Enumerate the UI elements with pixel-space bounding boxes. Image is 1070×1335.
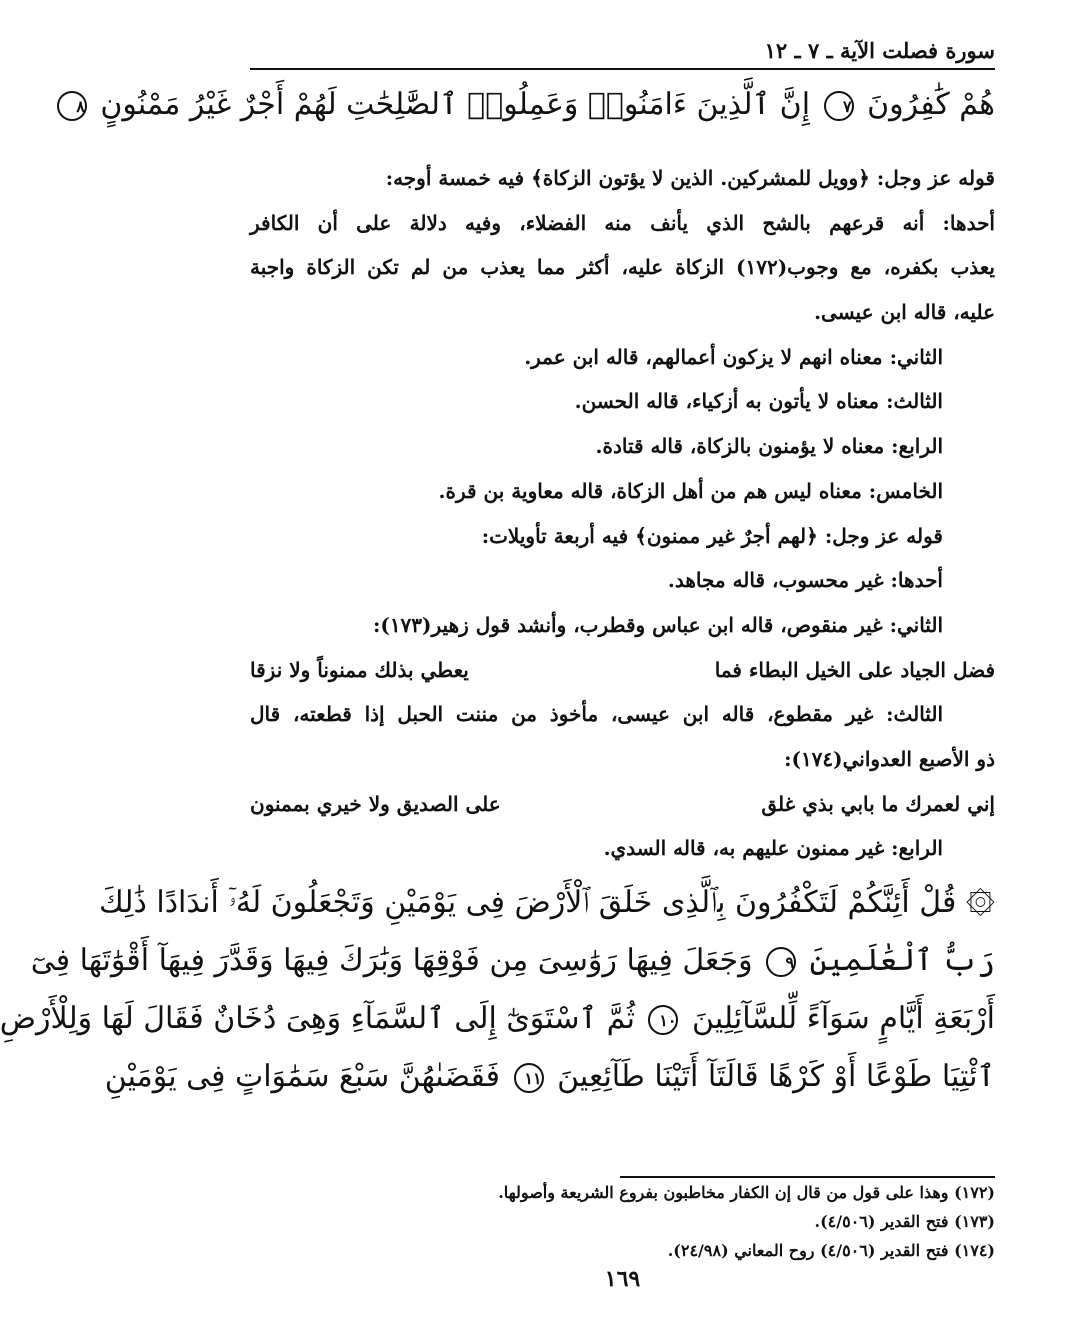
header-rule — [250, 68, 995, 70]
page-number: ١٦٩ — [604, 1266, 641, 1292]
footnotes — [250, 1178, 995, 1265]
footnote: (١٧٣) فتح القدير (٤/٥٠٦). — [814, 1212, 995, 1231]
commentary-line: الثالث: غير مقطوع، قاله ابن عيسى، مأخوذ من مننت الحبل إذا قطعته، قال — [250, 702, 943, 727]
verse-text: فَقَضَىٰهُنَّ سَبْعَ سَمَٰوَاتٍ فِى يَوْمَيْنِ — [104, 1059, 500, 1094]
verse-text: أَرْبَعَةِ أَيَّامٍ سَوَآءً لِّلسَّآئِلِينَ — [692, 1001, 995, 1036]
commentary-line: الرابع: معناه لا يؤمنون بالزكاة، قاله قتادة. — [595, 434, 943, 459]
commentary-line: أحدها: غير محسوب، قاله مجاهد. — [667, 568, 943, 593]
poem-hemistich-left: يعطي بذلك ممنوناً ولا نزقا — [250, 657, 469, 682]
verse-text: إِنَّ ٱلَّذِينَ ءَامَنُوا۟ وَعَمِلُوا۟ ٱلصَّٰلِحَٰتِ لَهُمْ أَجْرٌ غَيْرُ مَمْنُونٍ — [100, 87, 811, 122]
verse-text: رَبُّ ٱلْعَٰلَمِينَ — [809, 943, 995, 978]
commentary-line: الرابع: غير ممنون عليهم به، قاله السدي. — [603, 836, 943, 861]
running-head: سورة فصلت الآية ـ ٧ ـ ١٢ — [764, 38, 995, 63]
verse-line: ۞ قُلْ أَئِنَّكُمْ لَتَكْفُرُونَ بِٱلَّذِى خَلَقَ ٱلْأَرْضَ فِى يَوْمَيْنِ وَتَجْعَلُونَ لَهُۥٓ أَندَادًا ذَٰلِكَ — [99, 885, 995, 920]
quran-verse-bottom — [0, 874, 995, 1106]
poem-verse — [250, 782, 995, 827]
commentary-line: قوله عز وجل: ﴿لهم أجرٌ غير ممنون﴾ فيه أربعة تأويلات: — [481, 523, 943, 548]
verse-text: هُمْ كَٰفِرُونَ — [867, 87, 995, 122]
poem-hemistich-left: على الصديق ولا خيري بممنون — [250, 791, 501, 816]
commentary-line: الخامس: معناه ليس هم من أهل الزكاة، قاله معاوية بن قرة. — [438, 478, 943, 503]
page-header — [250, 36, 995, 68]
verse-line — [76, 76, 995, 134]
commentary-line: أحدها: أنه قرعهم بالشح الذي يأنف منه الفضلاء، وفيه دلالة على أن الكافر — [250, 210, 995, 235]
commentary-line: الثاني: غير منقوص، قاله ابن عباس وقطرب، وأنشد قول زهير(١٧٣): — [372, 612, 943, 637]
poem-hemistich-right: فضل الجياد على الخيل البطاء فما — [714, 657, 995, 682]
footnote: (١٧٢) وهذا على قول من قال إن الكفار مخاطبون بفروع الشريعة وأصولها. — [498, 1183, 995, 1202]
book-page — [0, 36, 995, 1306]
poem-verse — [250, 648, 995, 693]
verse-line — [0, 990, 995, 1048]
commentary-line: قوله عز وجل: ﴿وويل للمشركين. الذين لا يؤتون الزكاة﴾ فيه خمسة أوجه: — [385, 166, 995, 190]
commentary-line: ذو الأصبع العدواني(١٧٤): — [784, 746, 995, 771]
ayah-number-mark: ١١ — [514, 1063, 544, 1093]
commentary-line: يعذب بكفره، مع وجوب(١٧٢) الزكاة عليه، أكثر مما يعذب من لم تكن الزكاة واجبة — [250, 255, 995, 280]
footnote: (١٧٤) فتح القدير (٤/٥٠٦) روح المعاني (٢٤/٩٨). — [667, 1241, 995, 1260]
verse-text: ثُمَّ ٱسْتَوَىٰٓ إِلَى ٱلسَّمَآءِ وَهِىَ دُخَانٌ فَقَالَ لَهَا وَلِلْأَرْضِ — [0, 1001, 635, 1036]
ayah-number-mark: ٧ — [824, 91, 854, 121]
quran-verse-top — [76, 76, 995, 134]
commentary-line: الثالث: معناه لا يأتون به أزكياء، قاله الحسن. — [574, 389, 943, 414]
tafsir-commentary — [250, 156, 995, 871]
poem-hemistich-right: إني لعمرك ما بابي بذي غلق — [761, 791, 995, 816]
ayah-number-mark: ٩ — [766, 947, 796, 977]
commentary-line: الثاني: معناه انهم لا يزكون أعمالهم، قاله ابن عمر. — [524, 344, 943, 369]
verse-text: وَجَعَلَ فِيهَا رَوَٰسِىَ مِن فَوْقِهَا وَبَٰرَكَ فِيهَا وَقَدَّرَ فِيهَآ أَقْوَٰتَهَا فِىٓ — [30, 943, 753, 978]
ayah-number-mark: ١٠ — [648, 1005, 678, 1035]
verse-line — [30, 932, 995, 990]
verse-line — [104, 1048, 995, 1106]
verse-text: ٱئْتِيَا طَوْعًا أَوْ كَرْهًا قَالَتَآ أَتَيْنَا طَآئِعِينَ — [557, 1059, 995, 1094]
ayah-number-mark: ٨ — [57, 91, 87, 121]
commentary-line: عليه، قاله ابن عيسى. — [814, 300, 995, 325]
